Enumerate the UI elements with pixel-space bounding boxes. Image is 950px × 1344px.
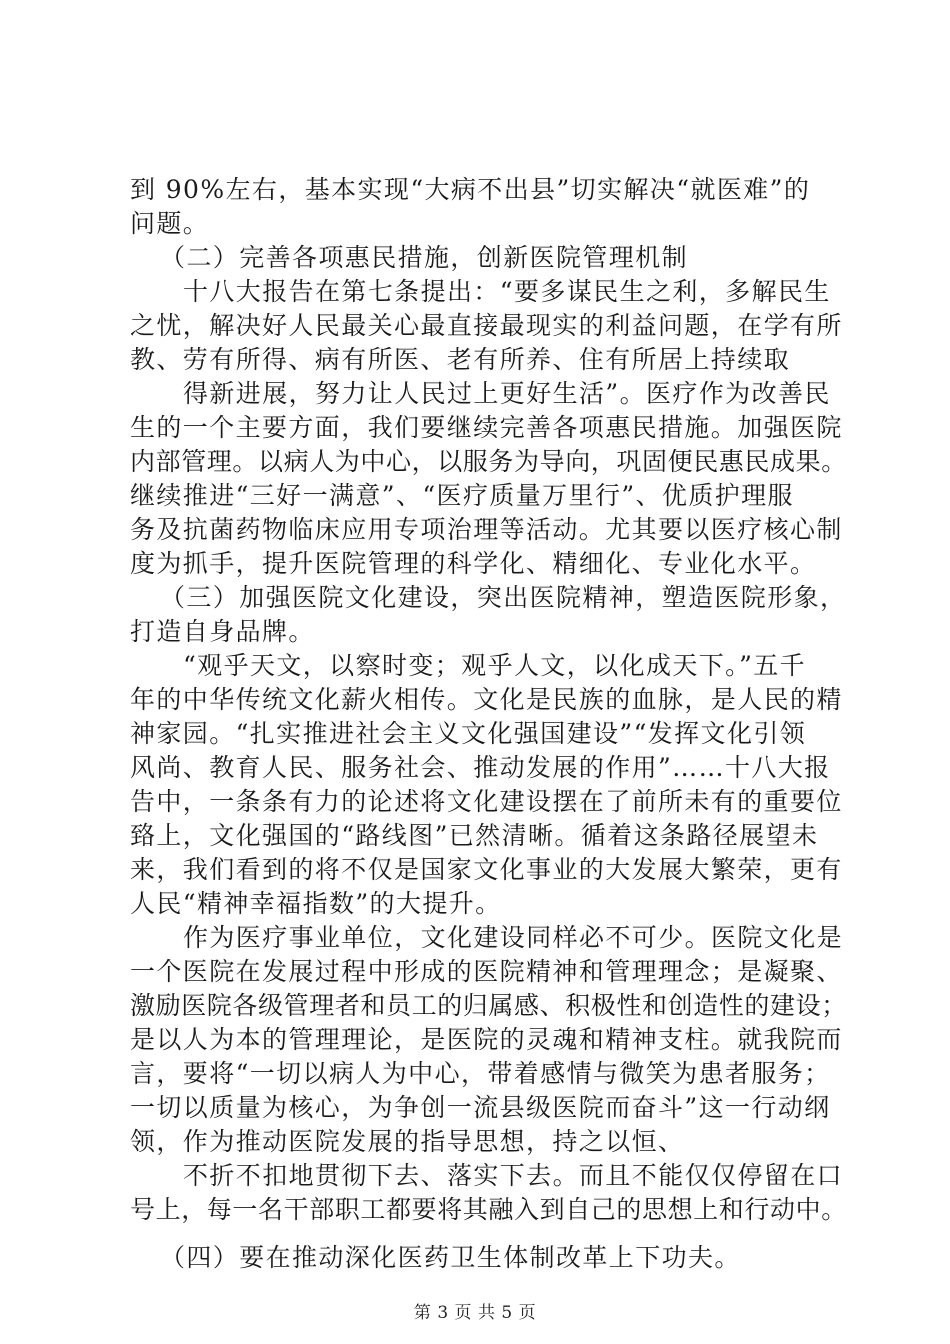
text-line: 打造自身品牌。 <box>130 617 315 646</box>
text-line: 一个医院在发展过程中形成的医院精神和管理理念；是凝聚、 <box>130 957 843 986</box>
text-line: 领，作为推动医院发展的指导思想，持之以恒、 <box>130 1127 685 1156</box>
text-line: 得新进展，努力让人民过上更好生活”。医疗作为改善民 <box>183 379 831 408</box>
text-line: 臵上，文化强国的“路线图”已然清晰。循着这条路径展望未 <box>130 821 819 850</box>
text-line: 内部管理。以病人为中心，以服务为导向，巩固便民惠民成果。 <box>130 447 847 476</box>
text-line: 教、劳有所得、病有所医、老有所养、住有所居上持续取 <box>130 345 791 374</box>
text-line: 神家园。“扎实推进社会主义文化强国建设”“发挥文化引领 <box>130 719 807 748</box>
section-heading: （三）加强医院文化建设，突出医院精神，塑造医院形象， <box>160 583 847 612</box>
text-line: “观乎天文，以察时变；观乎人文，以化成天下。”五千 <box>183 651 807 680</box>
text-line: 不折不扣地贯彻下去、落实下去。而且不能仅仅停留在口 <box>183 1161 844 1190</box>
text-line: 来，我们看到的将不仅是国家文化事业的大发展大繁荣，更有 <box>130 855 843 884</box>
text-line: 作为医疗事业单位，文化建设同样必不可少。医院文化是 <box>183 923 844 952</box>
text-line: 务及抗菌药物临床应用专项治理等活动。尤其要以医疗核心制 <box>130 515 843 544</box>
text-line: 是以人为本的管理理论，是医院的灵魂和精神支柱。就我院而 <box>130 1025 843 1054</box>
text-line: 到 90%左右，基本实现“大病不出县”切实解决“就医难”的 <box>130 175 811 204</box>
text-line: 问题。 <box>130 209 210 238</box>
text-line: 告中，一条条有力的论述将文化建设摆在了前所未有的重要位 <box>130 787 843 816</box>
text-line: 言，要将“一切以病人为中心，带着感情与微笑为患者服务； <box>130 1059 831 1088</box>
section-heading: （二）完善各项惠民措施，创新医院管理机制 <box>160 243 689 272</box>
text-line: 年的中华传统文化薪火相传。文化是民族的血脉，是人民的精 <box>130 685 843 714</box>
page-number-footer: 第 3 页 共 5 页 <box>413 1303 537 1323</box>
text-line: 之忧，解决好人民最关心最直接最现实的利益问题，在学有所 <box>130 311 843 340</box>
text-line: 号上，每一名干部职工都要将其融入到自己的思想上和行动中。 <box>130 1195 847 1224</box>
text-line: 十八大报告在第七条提出：“要多谋民生之利，多解民生 <box>183 277 831 306</box>
section-heading: （四）要在推动深化医药卫生体制改革上下功夫。 <box>160 1243 741 1272</box>
text-line: 风尚、教育人民、服务社会、推动发展的作用”……十八大报 <box>130 753 831 782</box>
text-line: 度为抓手，提升医院管理的科学化、精细化、专业化水平。 <box>130 549 817 578</box>
text-line: 一切以质量为核心，为争创一流县级医院而奋斗”这一行动纲 <box>130 1093 831 1122</box>
text-line: 激励医院各级管理者和员工的归属感、积极性和创造性的建设； <box>130 991 847 1020</box>
text-line: 人民“精神幸福指数”的大提升。 <box>130 889 502 918</box>
text-line: 继续推进“三好一满意”、“医疗质量万里行”、优质护理服 <box>130 481 794 510</box>
text-line: 生的一个主要方面，我们要继续完善各项惠民措施。加强医院 <box>130 413 843 442</box>
